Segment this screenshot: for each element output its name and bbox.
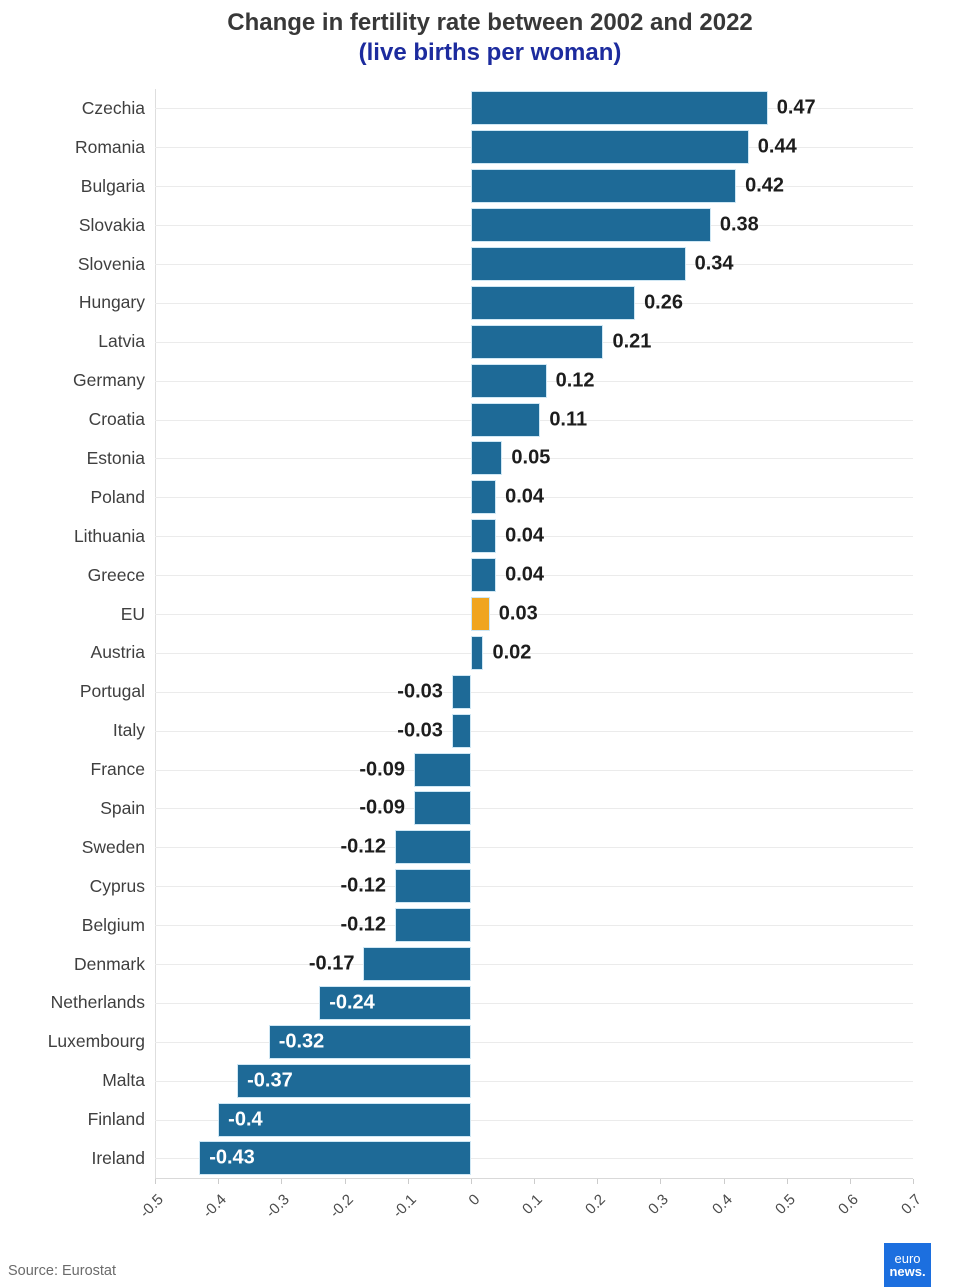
category-label: Belgium xyxy=(81,914,145,935)
bar-slovakia xyxy=(471,208,711,242)
axis-tick xyxy=(408,1179,409,1184)
value-label: 0.11 xyxy=(549,408,588,431)
category-label: Finland xyxy=(87,1109,145,1130)
category-label: Portugal xyxy=(79,681,145,702)
bar-lithuania xyxy=(471,519,496,553)
value-label: -0.4 xyxy=(228,1108,263,1131)
chart-row xyxy=(0,633,980,672)
chart-row xyxy=(0,595,980,634)
plot-area xyxy=(155,439,913,478)
value-label: 0.44 xyxy=(757,135,797,158)
chart-subtitle: (live births per woman) xyxy=(358,39,622,66)
bar-poland xyxy=(471,480,496,514)
value-label: -0.32 xyxy=(278,1030,325,1053)
logo-text-news: news. xyxy=(889,1264,926,1279)
axis-tick xyxy=(660,1179,661,1184)
axis-tick xyxy=(724,1179,725,1184)
bar-sweden xyxy=(395,830,471,864)
chart-row xyxy=(0,245,980,284)
chart-row xyxy=(0,1139,980,1178)
chart-row xyxy=(0,361,980,400)
axis-tick xyxy=(850,1179,851,1184)
axis-tick-label: 0.3 xyxy=(645,1190,673,1218)
plot-area xyxy=(155,750,913,789)
category-label: Latvia xyxy=(98,331,145,352)
source-note: Source: Eurostat xyxy=(8,1263,116,1279)
chart-row xyxy=(0,478,980,517)
value-label: -0.37 xyxy=(247,1069,293,1092)
category-label: Ireland xyxy=(91,1147,145,1168)
chart-row xyxy=(0,439,980,478)
chart-rows xyxy=(0,89,980,1178)
chart-row xyxy=(0,556,980,595)
category-label: Romania xyxy=(74,136,145,157)
axis-tick-label: 0 xyxy=(464,1190,483,1209)
axis-tick-label: -0.5 xyxy=(136,1190,168,1222)
plot-area xyxy=(155,789,913,828)
axis-tick xyxy=(597,1179,598,1184)
value-label: -0.09 xyxy=(359,758,405,781)
category-label: Greece xyxy=(87,564,145,585)
bar-hungary xyxy=(471,286,635,320)
chart-row xyxy=(0,517,980,556)
axis-tick xyxy=(281,1179,282,1184)
gridline xyxy=(155,808,913,809)
value-label: -0.09 xyxy=(359,796,405,819)
plot-area xyxy=(155,128,913,167)
bar-greece xyxy=(471,558,496,592)
category-label: Lithuania xyxy=(73,525,145,546)
chart-row xyxy=(0,206,980,245)
plot-area xyxy=(155,945,913,984)
plot-area xyxy=(155,1022,913,1061)
axis-tick-label: 0.1 xyxy=(519,1190,547,1218)
chart-title: Change in fertility rate between 2002 and 2022 xyxy=(227,9,753,36)
axis-tick xyxy=(155,1179,156,1184)
bar-czechia xyxy=(471,91,768,125)
value-label: 0.04 xyxy=(505,563,545,586)
category-label: Netherlands xyxy=(50,992,145,1013)
category-label: Malta xyxy=(102,1070,145,1091)
axis-tick xyxy=(787,1179,788,1184)
gridline xyxy=(155,770,913,771)
chart-row xyxy=(0,983,980,1022)
bar-belgium xyxy=(395,908,471,942)
value-label: -0.03 xyxy=(397,680,443,703)
gridline xyxy=(155,692,913,693)
gridline xyxy=(155,886,913,887)
category-label: Croatia xyxy=(88,409,145,430)
category-label: Slovenia xyxy=(77,253,145,274)
bar-france xyxy=(414,753,471,787)
value-label: -0.43 xyxy=(209,1146,255,1169)
category-label: Estonia xyxy=(86,447,145,468)
value-label: -0.17 xyxy=(308,952,355,975)
chart-row xyxy=(0,283,980,322)
value-label: 0.34 xyxy=(694,252,734,275)
bar-bulgaria xyxy=(471,169,736,203)
chart-row xyxy=(0,400,980,439)
chart-row xyxy=(0,167,980,206)
plot-area xyxy=(155,322,913,361)
category-label: Germany xyxy=(73,370,145,391)
axis-tick-label: -0.3 xyxy=(263,1190,294,1222)
plot-area xyxy=(155,595,913,634)
axis-tick-label: 0.6 xyxy=(835,1190,862,1218)
axis-tick xyxy=(345,1179,346,1184)
axis-tick xyxy=(218,1179,219,1184)
plot-area xyxy=(155,906,913,945)
chart-row xyxy=(0,828,980,867)
plot-area xyxy=(155,361,913,400)
plot-area xyxy=(155,633,913,672)
value-label: -0.12 xyxy=(340,835,387,858)
chart-row xyxy=(0,1022,980,1061)
category-label: EU xyxy=(120,603,145,624)
chart-header xyxy=(0,0,980,67)
value-label: -0.24 xyxy=(329,991,375,1014)
category-label: Czechia xyxy=(81,97,145,118)
gridline xyxy=(155,1003,913,1004)
value-label: 0.42 xyxy=(745,174,785,197)
chart-row xyxy=(0,128,980,167)
value-label: 0.04 xyxy=(505,485,545,508)
value-label: -0.12 xyxy=(340,874,387,897)
bar-germany xyxy=(471,364,547,398)
chart-row xyxy=(0,906,980,945)
plot-area xyxy=(155,867,913,906)
bar-italy xyxy=(452,714,471,748)
plot-area xyxy=(155,828,913,867)
bar-denmark xyxy=(363,947,470,981)
bar-croatia xyxy=(471,403,540,437)
plot-area xyxy=(155,711,913,750)
value-label: 0.03 xyxy=(498,602,538,625)
axis-tick-label: -0.1 xyxy=(389,1190,420,1222)
category-label: Italy xyxy=(112,720,145,741)
category-label: France xyxy=(90,759,145,780)
chart-row xyxy=(0,945,980,984)
value-label: -0.03 xyxy=(397,719,443,742)
category-label: Bulgaria xyxy=(80,175,145,196)
euronews-logo[interactable] xyxy=(884,1243,931,1287)
category-label: Cyprus xyxy=(89,875,145,896)
plot-area xyxy=(155,517,913,556)
plot-area xyxy=(155,983,913,1022)
plot-area xyxy=(155,245,913,284)
axis-tick xyxy=(913,1179,914,1184)
chart-row xyxy=(0,322,980,361)
bar-chart xyxy=(0,89,980,1238)
value-label: 0.47 xyxy=(776,96,816,119)
plot-area xyxy=(155,672,913,711)
category-label: Luxembourg xyxy=(47,1031,145,1052)
chart-row xyxy=(0,89,980,128)
plot-area xyxy=(155,167,913,206)
bar-slovenia xyxy=(471,247,686,281)
category-label: Austria xyxy=(90,642,145,663)
plot-area xyxy=(155,206,913,245)
value-label: 0.26 xyxy=(644,291,683,314)
category-label: Denmark xyxy=(74,953,145,974)
category-label: Poland xyxy=(90,486,145,507)
bar-austria xyxy=(471,636,484,670)
bar-estonia xyxy=(471,441,503,475)
chart-footer xyxy=(0,1237,980,1287)
plot-area xyxy=(155,478,913,517)
chart-row xyxy=(0,1061,980,1100)
plot-area xyxy=(155,400,913,439)
chart-row xyxy=(0,1100,980,1139)
bar-romania xyxy=(471,130,749,164)
category-label: Sweden xyxy=(81,836,145,857)
category-label: Spain xyxy=(100,797,145,818)
chart-row xyxy=(0,789,980,828)
category-label: Slovakia xyxy=(78,214,145,235)
value-label: 0.04 xyxy=(505,524,545,547)
value-label: 0.38 xyxy=(719,213,759,236)
plot-area xyxy=(155,1100,913,1139)
gridline xyxy=(155,731,913,732)
axis-tick xyxy=(471,1179,472,1184)
value-label: 0.21 xyxy=(612,330,652,353)
value-label: -0.12 xyxy=(340,913,387,936)
value-label: 0.02 xyxy=(492,641,532,664)
axis-tick-label: -0.2 xyxy=(326,1190,357,1222)
bar-portugal xyxy=(452,675,471,709)
chart-row xyxy=(0,672,980,711)
chart-row xyxy=(0,711,980,750)
axis-tick-label: -0.4 xyxy=(199,1190,231,1222)
plot-area xyxy=(155,89,913,128)
axis-tick-label: 0.2 xyxy=(582,1190,610,1218)
gridline xyxy=(155,653,913,654)
x-axis xyxy=(136,1178,926,1238)
plot-area xyxy=(155,283,913,322)
bar-latvia xyxy=(471,325,604,359)
bar-spain xyxy=(414,791,471,825)
axis-tick-label: 0.5 xyxy=(771,1190,799,1218)
axis-tick-label: 0.4 xyxy=(708,1190,736,1218)
bar-cyprus xyxy=(395,869,471,903)
gridline xyxy=(155,925,913,926)
value-label: 0.05 xyxy=(511,446,551,469)
axis-tick-label: 0.7 xyxy=(898,1190,926,1218)
gridline xyxy=(155,964,913,965)
category-label: Hungary xyxy=(78,292,145,313)
chart-row xyxy=(0,750,980,789)
bar-eu xyxy=(471,597,490,631)
chart-row xyxy=(0,867,980,906)
plot-area xyxy=(155,1139,913,1178)
gridline xyxy=(155,847,913,848)
plot-area xyxy=(155,556,913,595)
logo-text-euro: euro xyxy=(894,1251,921,1266)
value-label: 0.12 xyxy=(555,369,595,392)
axis-tick xyxy=(534,1179,535,1184)
plot-area xyxy=(155,1061,913,1100)
